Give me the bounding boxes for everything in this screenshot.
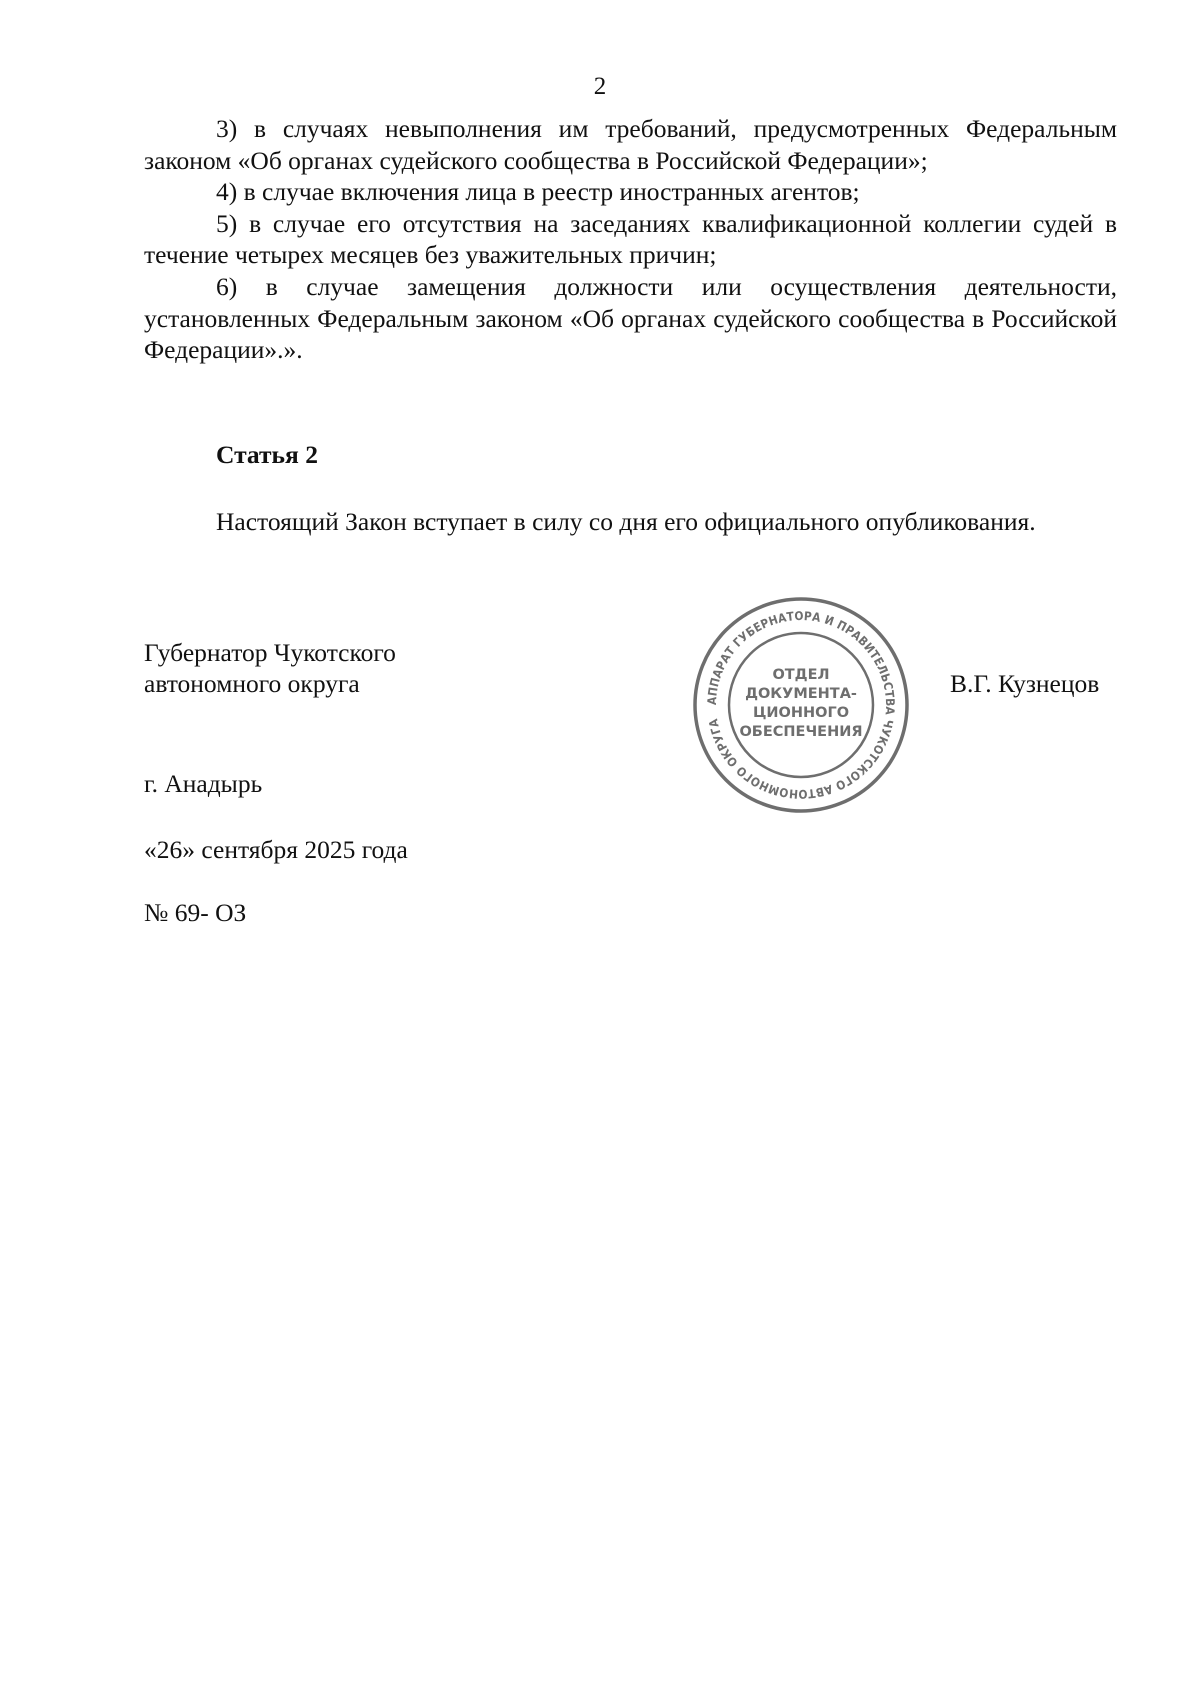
clause-3: 3) в случаях невыполнения им требований, предусмотренных Федеральным законом «Об органах судейского сообщества в Российской Федерации»; bbox=[144, 114, 1117, 175]
article-text: Настоящий Закон вступает в силу со дня его официального опубликования. bbox=[216, 507, 1036, 536]
stamp-center-text bbox=[739, 667, 862, 740]
signer-name: В.Г. Кузнецов bbox=[950, 669, 1100, 698]
signer-title-line-1: Губернатор Чукотского bbox=[144, 638, 396, 667]
page-number: 2 bbox=[593, 73, 607, 100]
law-clauses bbox=[144, 113, 1117, 366]
stamp-line-3: ЦИОННОГО bbox=[752, 705, 850, 721]
stamp-line-2: ДОКУМЕНТА- bbox=[745, 686, 857, 702]
signer-title-line-2: автономного округа bbox=[144, 669, 360, 698]
stamp-ring-text: АППАРАТ ГУБЕРНАТОРА И ПРАВИТЕЛЬСТВА ЧУКОТСКОГО АВТОНОМНОГО ОКРУГА bbox=[704, 608, 898, 802]
stamp-line-4: ОБЕСПЕЧЕНИЯ bbox=[739, 724, 863, 740]
clause-4: 4) в случае включения лица в реестр иностранных агентов; bbox=[216, 177, 860, 207]
stamp-line-1: ОТДЕЛ bbox=[772, 667, 830, 683]
clause-5: 5) в случае его отсутствия на заседаниях квалификационной коллегии судей в течение четырех месяцев без уважительных причин; bbox=[144, 208, 1117, 270]
signer-title bbox=[144, 637, 396, 699]
signing-date: «26» сентября 2025 года bbox=[144, 835, 408, 864]
official-stamp bbox=[692, 596, 910, 814]
clause-6: 6) в случае замещения должности или осуществления деятельности, установленных Федеральным законом «Об органах судейского сообщества в Российской Федерации».». bbox=[144, 271, 1117, 365]
place-of-signing: г. Анадырь bbox=[144, 769, 263, 798]
article-heading: Статья 2 bbox=[216, 440, 318, 469]
law-number: № 69- ОЗ bbox=[144, 898, 247, 927]
